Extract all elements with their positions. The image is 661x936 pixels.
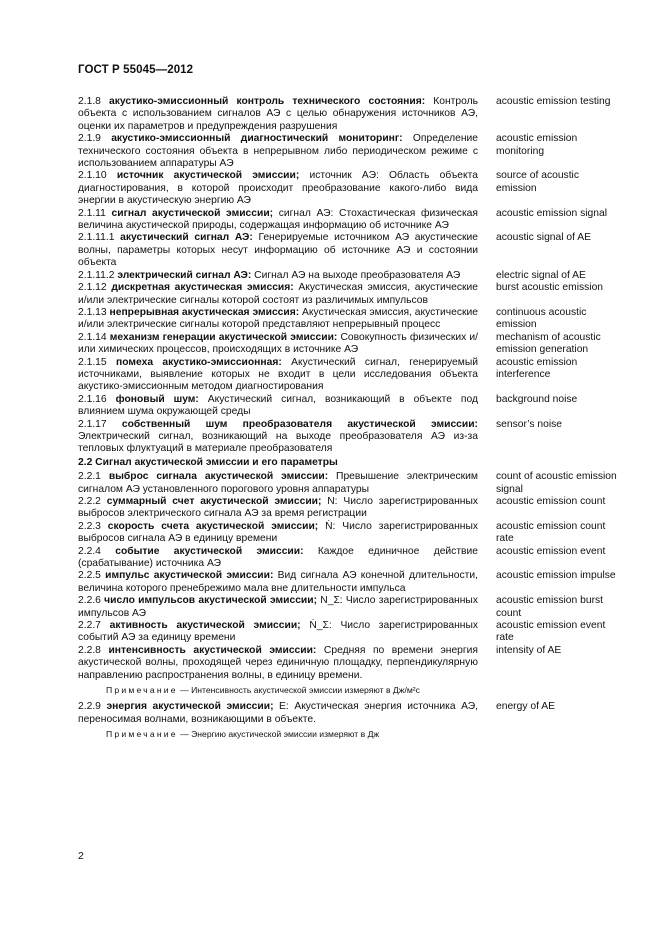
term-text: Средняя по времени энергия акустической волны, проходящей через единичную площадку, перпендикулярную направлению распространения волны, в единицу времени.	[78, 644, 478, 681]
term-name: интенсивность акустической эмиссии:	[108, 644, 317, 656]
term-definition	[78, 521, 478, 546]
term-entry	[78, 570, 618, 595]
term-text: Акустический сигнал, генерируемый источниками, выявление которых не входит в цели исследования объекта акустико-эмиссионным методом диагностирования	[78, 356, 478, 393]
term-text: Акустическая эмиссия, акустические и/или электрические сигналы которой состоят из различимых импульсов	[78, 282, 478, 306]
term-text: Генерируемые источником АЭ акустические волны, параметры которых несут информацию об источнике АЭ и состоянии объекта	[78, 232, 478, 269]
note-text: — Интенсивность акустической эмиссии измеряют в Дж/м²с	[177, 685, 420, 696]
term-text: сигнал АЭ: Стохастическая физическая величина акустической природы, содержащая информацию об источнике АЭ	[78, 207, 478, 232]
term-name: помеха акустико-эмиссионная:	[116, 356, 282, 368]
page-header: ГОСТ Р 55045—2012	[78, 64, 194, 76]
term-entry	[78, 394, 618, 419]
term-english: mechanism of acoustic emission generation	[496, 331, 601, 356]
term-english: acoustic signal of AE	[496, 232, 592, 244]
term-entry	[78, 701, 618, 726]
term-text: Каждое единичное действие (срабатывание) источника АЭ	[78, 545, 478, 570]
term-definition	[78, 595, 478, 620]
term-name: акустико-эмиссионный контроль технического состояния:	[109, 96, 426, 107]
term-text: N_Σ: Число зарегистрированных импульсов АЭ	[78, 595, 478, 619]
term-name: активность акустической эмиссии;	[109, 620, 301, 632]
term-english: acoustic emission count rate	[496, 520, 606, 545]
term-text: Ṅ_Σ: Число зарегистрированных событий АЭ за единицу времени	[78, 620, 478, 644]
term-name: фоновый шум:	[115, 393, 199, 405]
term-name: выброс сигнала акустической эмиссии:	[108, 471, 329, 483]
term-english: acoustic emission burst count	[496, 595, 604, 619]
term-number: 2.1.16	[78, 393, 107, 405]
term-text: Совокупность физических и/или химических процессов, происходящих в источнике АЭ	[78, 331, 478, 356]
term-text: E: Акустическая энергия источника АЭ, переносимая волнами, возникающими в объекте.	[78, 701, 478, 725]
term-text: N: Число зарегистрированных выбросов электрического сигнала АЭ за время регистрации	[78, 496, 478, 520]
term-number: 2.2.5	[78, 570, 101, 582]
term-name: механизм генерации акустической эмиссии:	[109, 331, 338, 343]
term-entry	[78, 645, 618, 682]
term-english: acoustic emission interference	[496, 356, 578, 380]
term-number: 2.2.8	[78, 644, 101, 656]
terms-list-2-2	[78, 471, 618, 682]
term-english: source of acoustic emission	[496, 170, 579, 194]
term-entry	[78, 96, 618, 133]
term-english: acoustic emission event	[496, 545, 606, 557]
term-text: Сигнал АЭ на выходе преобразователя АЭ	[251, 269, 461, 281]
term-name: непрерывная акустическая эмиссия:	[109, 306, 300, 318]
term-text: Контроль объекта с использованием сигналов АЭ с целью обнаружения источников АЭ, оценки их параметров и предупреждения разрушения	[78, 96, 478, 132]
term-name: число импульсов акустической эмиссии;	[104, 595, 318, 607]
term-number: 2.1.11.1	[78, 232, 115, 244]
term-definition	[78, 620, 478, 645]
term-english: continuous acoustic emission	[496, 306, 587, 331]
term-text: Ṅ: Число зарегистрированных выбросов сигнала АЭ в единицу времени	[78, 520, 478, 545]
term-entry	[78, 232, 618, 269]
term-name: источник акустической эмиссии;	[116, 170, 300, 182]
terms-list-2-1	[78, 96, 618, 456]
term-name: энергия акустической эмиссии;	[106, 701, 274, 713]
term-entry	[78, 270, 618, 282]
term-english: acoustic emission event rate	[496, 620, 606, 644]
note-label: Примечание	[106, 728, 178, 739]
term-english: intensity of AE	[496, 644, 562, 656]
term-definition	[78, 357, 478, 394]
term-english: burst acoustic emission	[496, 282, 604, 294]
term-entry	[78, 521, 618, 546]
term-number: 2.1.11	[78, 207, 106, 219]
term-number: 2.1.15	[78, 356, 107, 368]
term-name: акустический сигнал АЭ:	[120, 232, 253, 244]
term-definition	[78, 546, 478, 571]
term-entry	[78, 307, 618, 332]
term-english: acoustic emission count	[496, 496, 606, 507]
term-number: 2.1.14	[78, 331, 107, 343]
term-entry	[78, 471, 618, 496]
term-text: Определение технического состояния объекта в непрерывном либо периодическом режиме с использованием аппаратуры АЭ	[78, 133, 478, 170]
term-entry	[78, 133, 618, 170]
term-definition	[78, 496, 478, 521]
term-definition	[78, 96, 478, 133]
term-number: 2.1.10	[78, 170, 107, 182]
note	[78, 728, 618, 740]
term-entry	[78, 496, 618, 521]
term-name: суммарный счет акустической эмиссии;	[106, 496, 322, 507]
term-number: 2.2.6	[78, 595, 101, 607]
term-definition	[78, 170, 478, 207]
term-definition	[78, 394, 478, 419]
term-definition	[78, 208, 478, 233]
terms-content	[78, 96, 618, 745]
term-definition	[78, 332, 478, 357]
term-number: 2.1.17	[78, 418, 107, 430]
term-definition	[78, 419, 478, 456]
term-number: 2.1.11.2	[78, 269, 115, 281]
term-entry	[78, 208, 618, 233]
term-entry	[78, 332, 618, 357]
section-heading: 2.2 Сигнал акустической эмиссии и его параметры	[78, 456, 338, 468]
term-english: acoustic emission monitoring	[496, 133, 578, 157]
term-number: 2.2.4	[78, 545, 101, 557]
term-name: сигнал акустической эмиссии;	[111, 207, 274, 219]
page-number: 2	[78, 850, 84, 862]
term-name: событие акустической эмиссии:	[115, 545, 304, 557]
term-entry	[78, 419, 618, 456]
term-text: Акустический сигнал, возникающий в объекте под влиянием шума окружающей среды	[78, 393, 478, 418]
term-definition	[78, 232, 478, 269]
term-name: скорость счета акустической эмиссии;	[107, 520, 319, 532]
term-english: sensor’s noise	[496, 418, 563, 430]
term-definition	[78, 270, 478, 282]
term-entry	[78, 595, 618, 620]
term-text: Превышение электрическим сигналом АЭ установленного порогового уровня аппаратуры	[78, 471, 478, 495]
term-english: count of acoustic emission signal	[496, 471, 617, 495]
term-entry	[78, 282, 618, 307]
term-entry	[78, 546, 618, 571]
term-number: 2.2.3	[78, 520, 101, 532]
term-entry	[78, 170, 618, 207]
term-number: 2.1.9	[78, 133, 101, 145]
term-name: дискретная акустическая эмиссия:	[111, 282, 294, 294]
note-label: Примечание	[106, 685, 178, 696]
term-text: источник АЭ: Область объекта диагностирования, в которой происходит преобразование какого-либо вида энергии в акустическую энергию АЭ	[78, 170, 478, 207]
term-number: 2.1.13	[78, 306, 107, 318]
term-number: 2.2.1	[78, 471, 101, 483]
term-name: собственный шум преобразователя акустической эмиссии:	[121, 418, 478, 430]
term-text: Вид сигнала АЭ конечной длительности, величина которого пренебрежимо мала вне длительности импульса	[78, 570, 478, 594]
term-english: background noise	[496, 393, 578, 405]
term-number: 2.2.7	[78, 620, 101, 632]
term-english: energy of AE	[496, 701, 555, 713]
term-name: акустико-эмиссионный диагностический мониторинг:	[111, 133, 403, 145]
term-entry	[78, 620, 618, 645]
term-number: 2.2.2	[78, 496, 101, 507]
term-name: импульс акустической эмиссии:	[105, 570, 274, 582]
term-entry	[78, 357, 618, 394]
term-text: Электрический сигнал, возникающий на выходе преобразователя АЭ из-за тепловых флуктуаций в материале преобразователя	[78, 430, 478, 455]
term-number: 2.2.9	[78, 701, 101, 713]
note	[78, 684, 618, 696]
term-definition	[78, 701, 478, 726]
term-name: электрический сигнал АЭ:	[117, 269, 252, 281]
term-text: Акустическая эмиссия, акустические и/или электрические сигналы которой представляют непрерывный процесс	[78, 306, 478, 331]
term-definition	[78, 645, 478, 682]
term-english: acoustic emission impulse	[496, 570, 616, 582]
term-english: acoustic emission signal	[496, 207, 608, 219]
term-definition	[78, 570, 478, 595]
term-definition	[78, 282, 478, 307]
term-english: acoustic emission testing	[496, 96, 611, 107]
note-text: — Энергию акустической эмиссии измеряют в Дж	[177, 728, 380, 739]
term-english: electric signal of AE	[496, 269, 586, 281]
term-definition	[78, 133, 478, 170]
term-number: 2.1.12	[78, 282, 107, 294]
term-definition	[78, 471, 478, 496]
term-definition	[78, 307, 478, 332]
term-number: 2.1.8	[78, 96, 101, 107]
